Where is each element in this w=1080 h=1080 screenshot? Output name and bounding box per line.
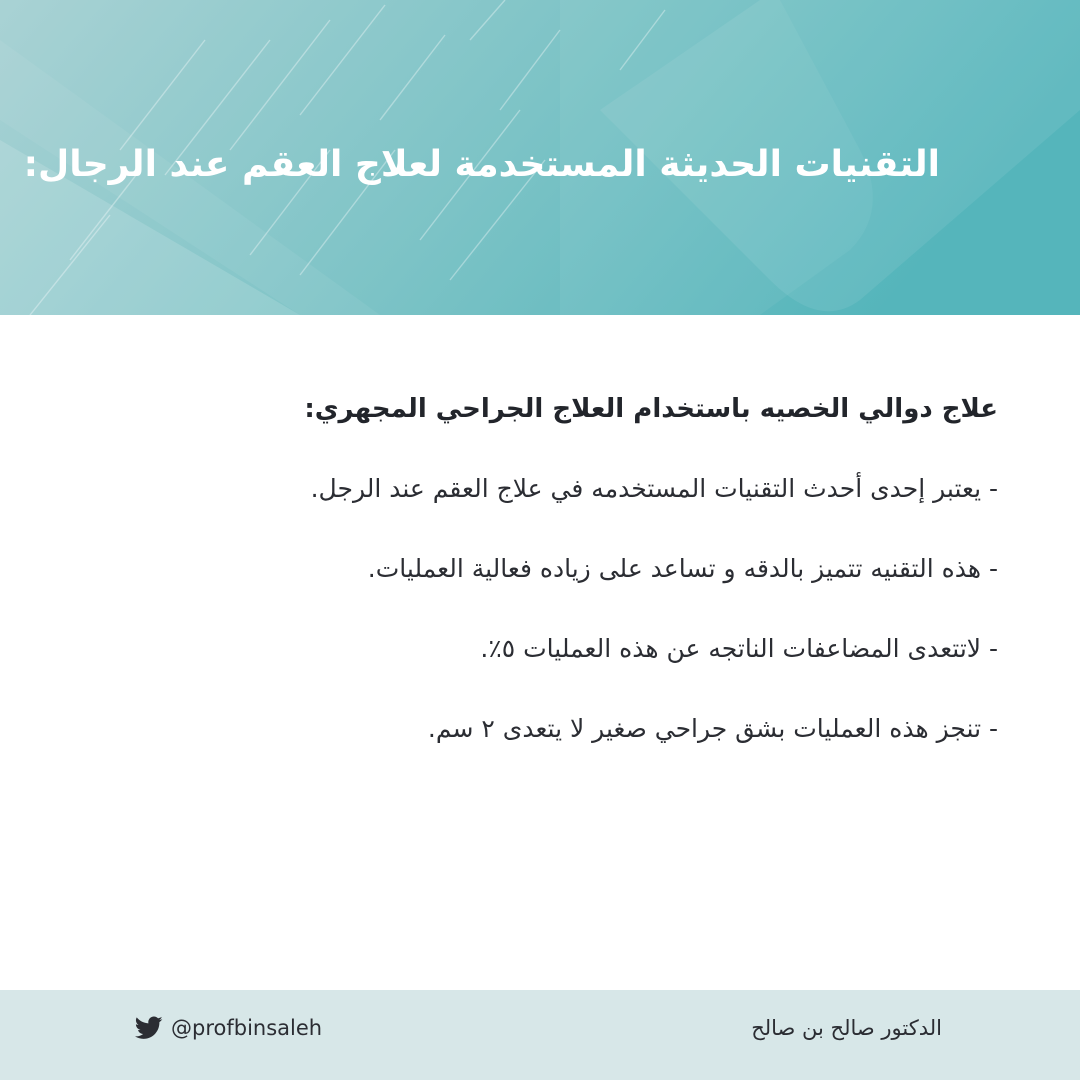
header-banner bbox=[0, 0, 1080, 315]
author-name: الدكتور صالح بن صالح bbox=[751, 1016, 942, 1040]
main-content bbox=[138, 383, 998, 755]
twitter-bird-icon bbox=[135, 1016, 163, 1040]
twitter-handle[interactable]: @profbinsaleh bbox=[171, 1016, 323, 1040]
bullet-item: - لاتتعدى المضاعفات الناتجه عن هذه العمليات ٥٪. bbox=[480, 634, 998, 663]
bullet-item: - تنجز هذه العمليات بشق جراحي صغير لا يتعدى ٢ سم. bbox=[427, 714, 998, 743]
twitter-link[interactable] bbox=[135, 1012, 322, 1044]
bullet-item: - يعتبر إحدى أحدث التقنيات المستخدمه في علاج العقم عند الرجل. bbox=[310, 474, 998, 503]
bullet-item: - هذه التقنيه تتميز بالدقه و تساعد على زياده فعالية العمليات. bbox=[367, 554, 998, 583]
bullet-list bbox=[138, 463, 998, 755]
page-title: التقنيات الحديثة المستخدمة لعلاج العقم عند الرجال: bbox=[23, 144, 940, 185]
section-title: علاج دوالي الخصيه باستخدام العلاج الجراحي المجهري: bbox=[304, 394, 998, 424]
footer-bar bbox=[0, 990, 1080, 1080]
